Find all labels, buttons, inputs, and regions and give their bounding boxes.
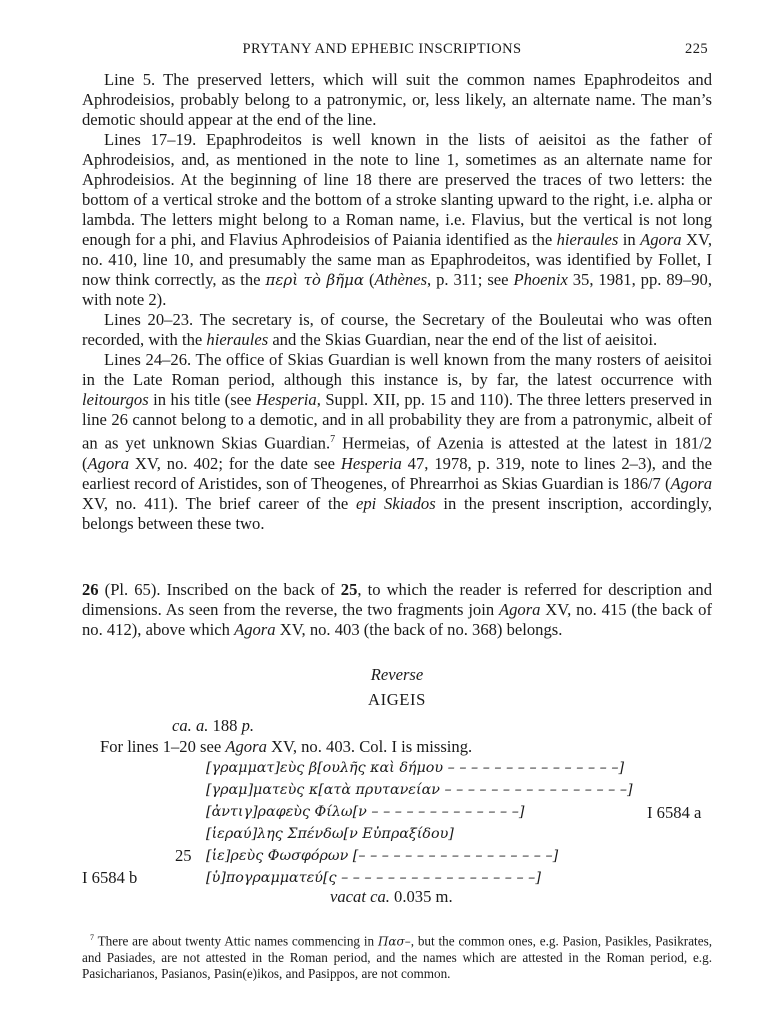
entry-number: 26	[82, 580, 99, 599]
commentary-paragraph-line-5: Line 5. The preserved letters, which will suit the common names Epaphrodeitos and Aphrodeisios, probably belong to a patronymic, or, less likely, an alternate name. The man’s demotic should appear at the end of the line.	[82, 70, 712, 129]
greek-phrase: περὶ τὸ βῆμα	[265, 271, 365, 289]
footnote-7	[82, 930, 712, 983]
commentary-paragraph-lines-20-23: Lines 20–23. The secretary is, of course, the Secretary of the Bouleutai who was often recorded, with the hieraules and the Skias Guardian, near the end of the list of aeisitoi.	[82, 310, 712, 349]
footnote-greek: Πασ–	[377, 934, 411, 949]
inventory-number-a: I 6584 a	[647, 803, 702, 822]
inscription-line-26: [ὑ]πογραμματεύ[ς – – – – – – – – – – – – – – – – –]	[206, 870, 541, 886]
entry-description: 26 (Pl. 65). Inscribed on the back of 25, to which the reader is referred for description and dimensions. As seen from the reverse, the two fragments join Agora XV, no. 415 (the back of no. 412), above which Agora XV, no. 403 (the back of no. 368) belongs.	[82, 580, 712, 639]
inventory-number-b: I 6584 b	[82, 868, 138, 887]
inscription-line-24: [ἱεραύ]λης Σπένδω[ν Εὐπραξίδου]	[206, 826, 454, 842]
commentary-paragraph-lines-24-26: Lines 24–26. The office of Skias Guardian is well known from the many rosters of aeisitoi in the Late Roman period, although this instance is, by far, the latest occurrence with leitourgos in his title (see Hesperia, Suppl. XII, pp. 15 and 110). The three letters preserved in line 26 cannot belong to a demotic, and in all probability they are from a patronymic, albeit of an as yet unknown Skias Guardian.$^7$ Hermeias, of Azenia is attested at the latest in 181/2 (Agora XV, no. 402; for the date see Hesperia 47, 1978, p. 319, note to lines 2–3), and the earliest record of Aristides, son of Theogenes, of Phrearrhoi as Skias Guardian is 186/7 (Agora XV, no. 411). The brief career of the epi Skiados in the present inscription, accordingly, belongs between these two.	[82, 350, 712, 533]
inscription-line-22: [γραμ]ματεὺς κ[ατὰ πρυτανείαν – – – – – – – – – – – – – – – –]	[206, 782, 633, 798]
commentary	[82, 70, 712, 534]
footnote-text: $^7$ There are about twenty Attic names commencing in Πασ–, but the common ones, e.g. Pasion, Pasikles, Pasikrates, and Pasiades, are not attested in the Roman period, and the names which are attested in the Roman period, e.g. Pasicharianos, Pasianos, Pasin(e)ikos, and Pasippos, are not common.	[82, 933, 712, 982]
inscription-date: ca. a. 188 p.	[172, 716, 255, 735]
page-number: 225	[685, 41, 708, 57]
entry-26	[82, 580, 712, 640]
inscription-reference: For lines 1–20 see Agora XV, no. 403. Col. I is missing.	[100, 737, 473, 756]
face-heading: Reverse	[370, 665, 424, 684]
footnote-reference[interactable]: 7	[330, 434, 336, 445]
tribe-heading: AIGEIS	[368, 690, 426, 709]
vacat-note: vacat ca. 0.035 m.	[330, 887, 453, 906]
commentary-paragraph-lines-17-19: Lines 17–19. Epaphrodeitos is well known in the lists of aeisitoi as the father of Aphrodeisios, and, as mentioned in the note to line 1, sometimes as an alternate name for Aphrodeisios. At the beginning of line 18 there are preserved the traces of two letters: the bottom of a vertical stroke and the bottom of a stroke slanting upward to the right, i.e. alpha or lambda. The letters might belong to a Roman name, i.e. Flavius, but the vertical is not long enough for a phi, and Flavius Aphrodeisios of Paiania identified as the hieraules in Agora XV, no. 410, line 10, and presumably the same man as Epaphrodeitos, was identified by Follet, I now think correctly, as the περὶ τὸ βῆμα (Athènes, p. 311; see Phoenix 35, 1981, pp. 89–90, with note 2).	[82, 130, 712, 309]
footnote-mark: 7	[90, 933, 94, 942]
inscription-line-21: [γραμματ]εὺς β[ουλῆς καὶ δήμου – – – – – – – – – – – – – – –]	[206, 760, 625, 776]
inscription-line-25: [ἱε]ρεὺς Φωσφόρων [– – – – – – – – – – – – – – – – –]	[206, 848, 559, 864]
line-number-25: 25	[175, 846, 192, 865]
running-head	[82, 33, 712, 57]
running-title: PRYTANY AND EPHEBIC INSCRIPTIONS	[242, 41, 522, 57]
inscription-line-23: [ἀντιγ]ραφεὺς Φίλω[ν – – – – – – – – – – – – –]	[206, 804, 525, 820]
